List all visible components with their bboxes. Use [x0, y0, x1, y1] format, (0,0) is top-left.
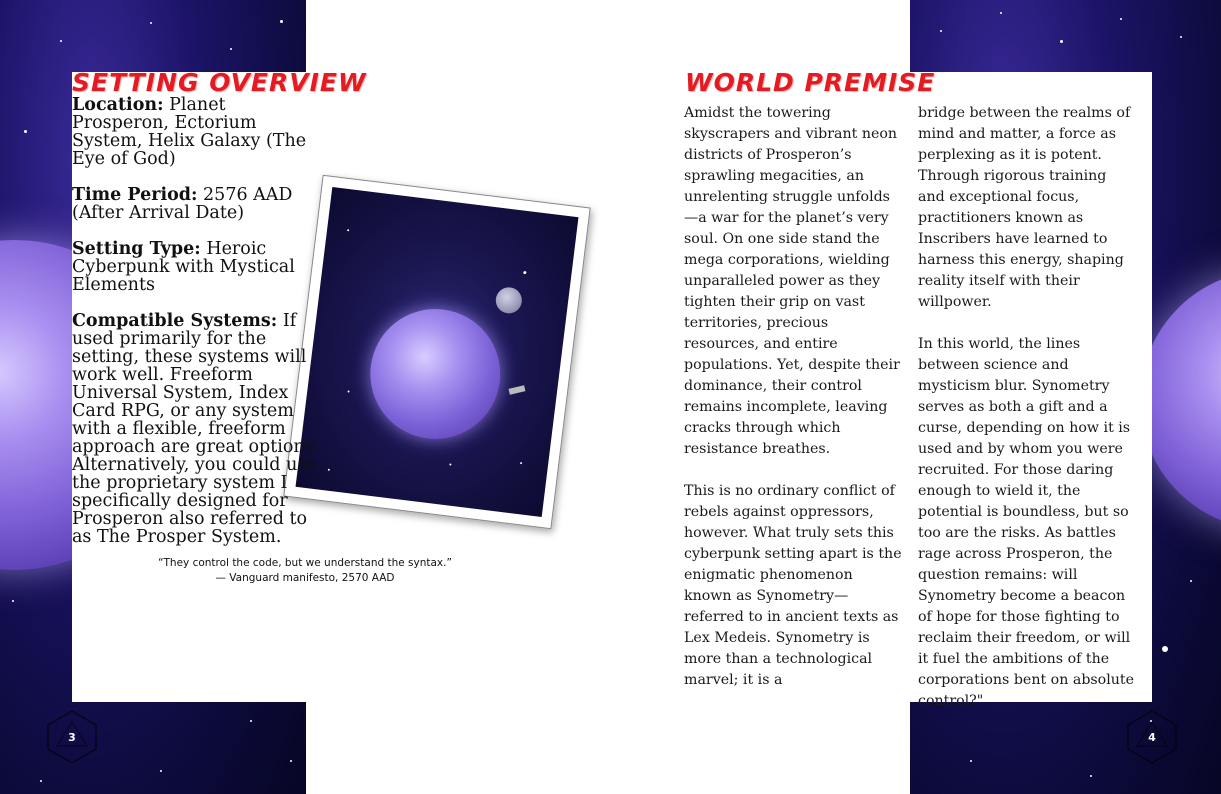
planet-photo-image	[296, 187, 579, 517]
premise-column-2	[918, 103, 1136, 733]
quote-attribution: — Vanguard manifesto, 2570 AAD	[215, 572, 395, 584]
setting-overview-heading: SETTING OVERVIEW	[72, 68, 367, 97]
premise-column-1	[684, 103, 902, 712]
location-entry: Location: Planet Prosperon, Ectorium System, Helix Galaxy (The Eye of God)	[72, 95, 307, 169]
premise-paragraph: Amidst the towering skyscrapers and vibrant neon districts of Prosperon’s sprawling megacities, an unrelenting struggle unfolds—a war for the planet’s very soul. On one side stand the mega corporations, wielding unparalleled power as they tighten their grip on vast territories, precious resources, and entire populations. Yet, despite their dominance, their control remains incomplete, leaving cracks through which resistance breathes.	[684, 105, 900, 457]
premise-paragraph: This is no ordinary conflict of rebels against oppressors, however. What truly sets this cyberpunk setting apart is the enigmatic phenomenon known as Synometry—referred to in ancient texts as Lex Medeis. Synometry is more than a technological marvel; it is a	[684, 483, 902, 688]
world-premise-heading: WORLD PREMISE	[685, 68, 936, 97]
premise-paragraph: bridge between the realms of mind and matter, a force as perplexing as it is potent. Through rigorous training and exceptional focus, practitioners known as Inscribers have learned to harness this energy, shaping reality itself with their willpower.	[918, 105, 1131, 310]
compatible-systems-entry: Compatible Systems: If used primarily for the setting, these systems will work well. Freeform Universal System, Index Card RPG, or any system with a flexible, freeform approach are great options. Alternatively, you could use the proprietary system I specifically designed for Prosperon also referred to as The Prosper System.	[72, 311, 320, 547]
vanguard-quote	[130, 556, 480, 586]
setting-type-entry: Setting Type: Heroic Cyberpunk with Mystical Elements	[72, 239, 295, 295]
time-period-entry: Time Period: 2576 AAD (After Arrival Date)	[72, 185, 293, 223]
premise-paragraph: In this world, the lines between science and mysticism blur. Synometry serves as both a gift and a curse, depending on how it is used and by whom you were recruited. For those daring enough to wield it, the potential is boundless, but so too are the risks. As battles rage across Prosperon, the question remains: will Synometry become a beacon of hope for those fighting to reclaim their freedom, or will it fuel the ambitions of the corporations bent on absolute control?"	[918, 336, 1134, 709]
planet-photo	[283, 175, 590, 529]
quote-text: “They control the code, but we understand the syntax.”	[158, 557, 452, 569]
setting-overview-text	[72, 96, 327, 564]
background-planet-right	[1140, 270, 1221, 530]
page-number-left: 3	[68, 731, 76, 744]
page-number-right: 4	[1148, 731, 1156, 744]
